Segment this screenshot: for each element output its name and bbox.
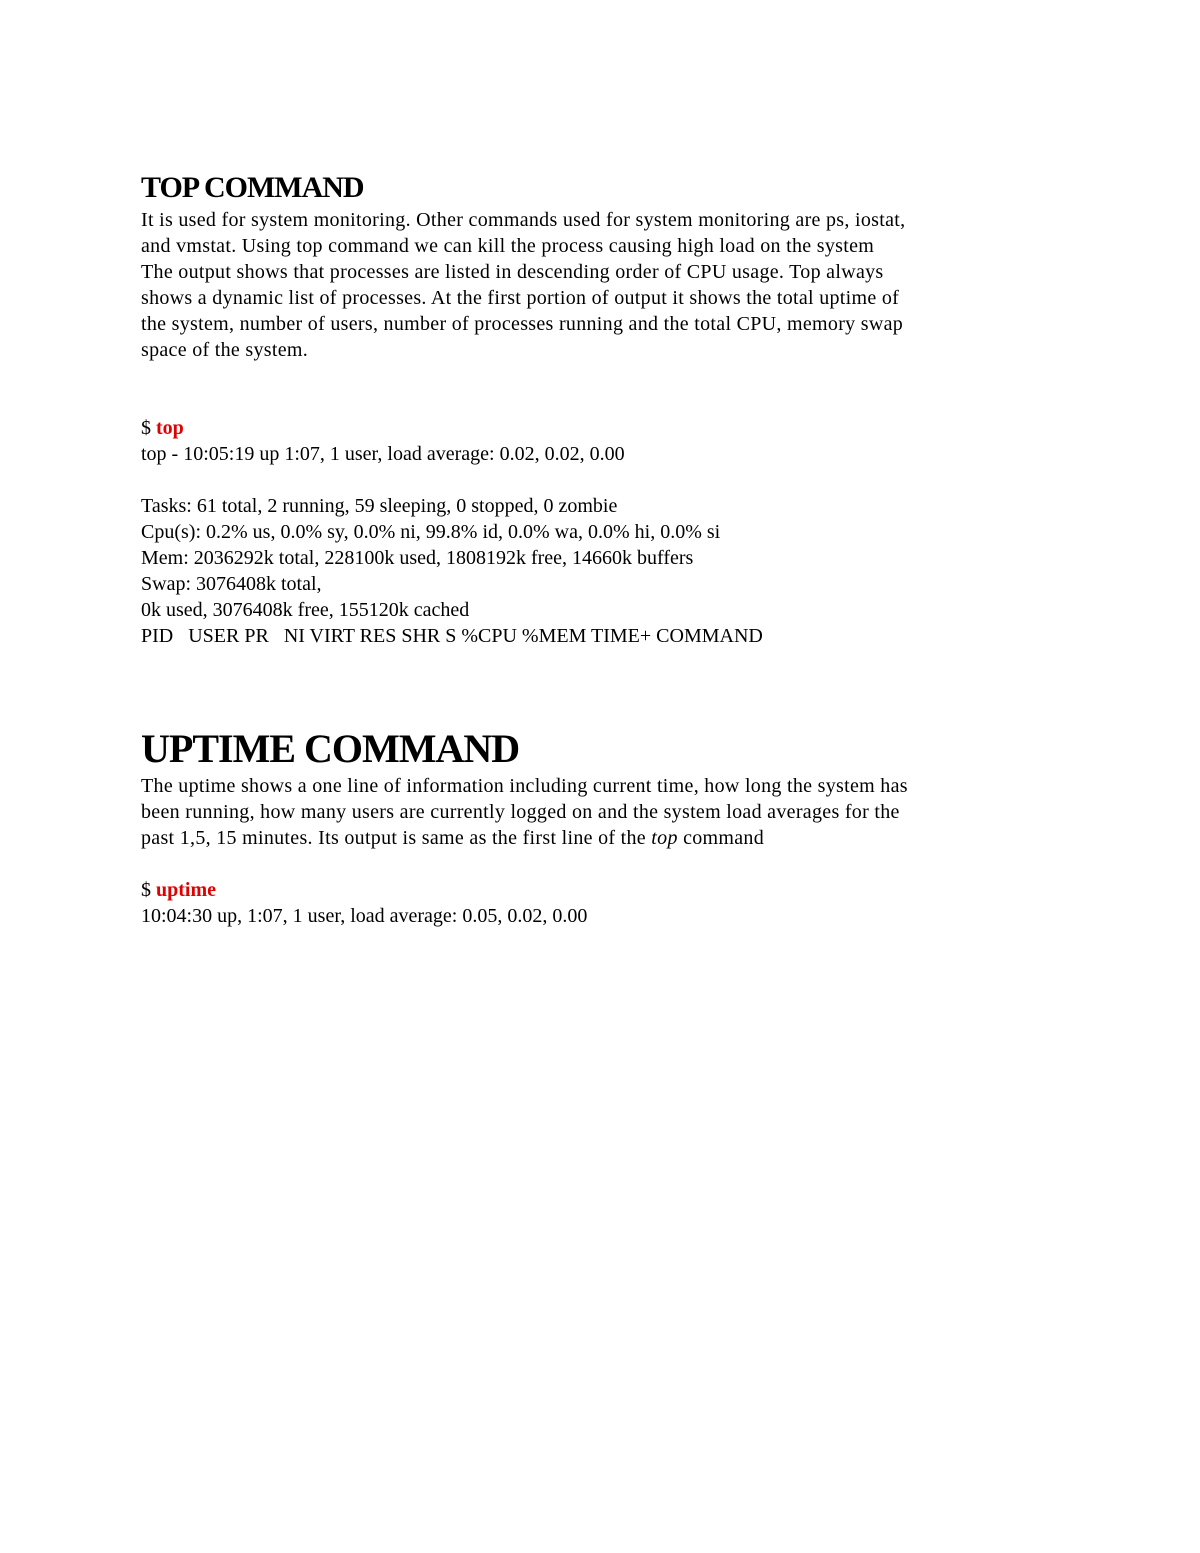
- top-output-line: Swap: 3076408k total,: [141, 573, 322, 595]
- uptime-command-heading: UPTIME COMMAND: [141, 726, 520, 771]
- uptime-paragraph-line: [141, 825, 764, 851]
- top-output-line: top - 10:05:19 up 1:07, 1 user, load average: 0.02, 0.02, 0.00: [141, 443, 625, 465]
- top-output-line: Mem: 2036292k total, 228100k used, 1808192k free, 14660k buffers: [141, 547, 694, 569]
- top-paragraph-line: The output shows that processes are listed in descending order of CPU usage. Top always: [141, 261, 884, 283]
- prompt-symbol: $: [141, 417, 151, 439]
- top-output-line: 0k used, 3076408k free, 155120k cached: [141, 599, 470, 621]
- top-output-line: Cpu(s): 0.2% us, 0.0% sy, 0.0% ni, 99.8% id, 0.0% wa, 0.0% hi, 0.0% si: [141, 521, 721, 543]
- top-command-prompt: [141, 415, 184, 441]
- top-output-header-line: PID USER PR NI VIRT RES SHR S %CPU %MEM TIME+ COMMAND: [141, 625, 763, 647]
- uptime-paragraph-text: command: [677, 827, 765, 849]
- prompt-symbol: $: [141, 879, 151, 901]
- uptime-command-prompt: [141, 877, 216, 903]
- top-command-heading: TOP COMMAND: [141, 171, 364, 204]
- top-output-line: Tasks: 61 total, 2 running, 59 sleeping, 0 stopped, 0 zombie: [141, 495, 618, 517]
- top-paragraph-line: and vmstat. Using top command we can kill the process causing high load on the system: [141, 235, 875, 257]
- top-paragraph-line: the system, number of users, number of processes running and the total CPU, memory swap: [141, 313, 904, 335]
- top-paragraph-line: space of the system.: [141, 339, 309, 361]
- uptime-command-text: uptime: [156, 879, 216, 901]
- uptime-paragraph-line: been running, how many users are currently logged on and the system load averages for the: [141, 801, 900, 823]
- top-paragraph-line: shows a dynamic list of processes. At the first portion of output it shows the total uptime of: [141, 287, 900, 309]
- top-paragraph-line: It is used for system monitoring. Other commands used for system monitoring are ps, iostat,: [141, 209, 906, 231]
- uptime-paragraph-italic-top: top: [651, 827, 678, 849]
- uptime-paragraph-text: past 1,5, 15 minutes. Its output is same as the first line of the: [141, 827, 652, 849]
- uptime-output-line: 10:04:30 up, 1:07, 1 user, load average: 0.05, 0.02, 0.00: [141, 905, 588, 927]
- uptime-paragraph-line: The uptime shows a one line of information including current time, how long the system has: [141, 775, 908, 797]
- top-command-text: top: [156, 417, 184, 439]
